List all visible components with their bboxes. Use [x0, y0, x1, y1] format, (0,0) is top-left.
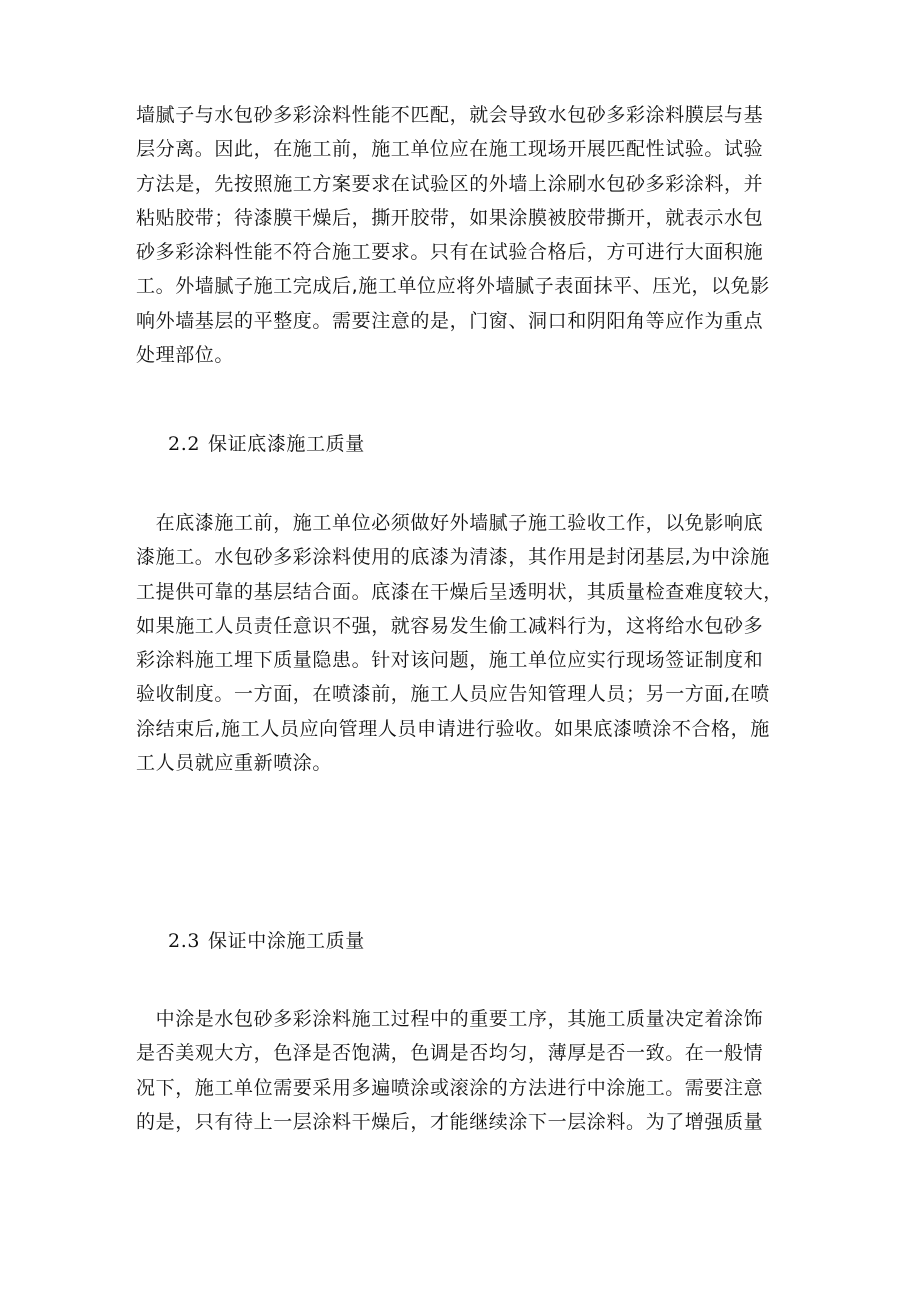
text-line: 工人员就应重新喷涂。: [136, 752, 333, 775]
section-title: 保证底漆施工质量: [208, 433, 365, 455]
text-line: 况下，施工单位需要采用多遍喷涂或滚涂的方法进行中涂施工。需要注意: [136, 1076, 764, 1099]
section-title: 保证中涂施工质量: [208, 930, 365, 952]
text-line: 工。外墙腻子施工完成后,施工单位应将外墙腻子表面抹平、压光，以免影: [136, 275, 770, 298]
text-line: 砂多彩涂料性能不符合施工要求。只有在试验合格后，方可进行大面积施: [136, 241, 764, 264]
section-heading-2-2: [168, 429, 365, 459]
text-line: 层分离。因此，在施工前，施工单位应在施工现场开展匹配性试验。试验: [136, 138, 764, 161]
text-line: 方法是，先按照施工方案要求在试验区的外墙上涂刷水包砂多彩涂料，并: [136, 172, 764, 195]
text-line: 工提供可靠的基层结合面。底漆在干燥后呈透明状，其质量检查难度较大，: [136, 580, 783, 603]
paragraph-midcoat: [136, 1002, 816, 1139]
text-line: 是否美观大方，色泽是否饱满，色调是否均匀，薄厚是否一致。在一般情: [136, 1042, 764, 1065]
text-line: 响外墙基层的平整度。需要注意的是，门窗、洞口和阴阳角等应作为重点: [136, 309, 764, 332]
text-line: 涂结束后,施工人员应向管理人员申请进行验收。如果底漆喷涂不合格，施: [136, 717, 770, 740]
text-line: 漆施工。水包砂多彩涂料使用的底漆为清漆，其作用是封闭基层,为中涂施: [136, 546, 770, 569]
text-line: 的是，只有待上一层涂料干燥后，才能继续涂下一层涂料。为了增强质量: [136, 1110, 764, 1133]
section-heading-2-3: [168, 926, 365, 956]
text-line: 彩涂料施工埋下质量隐患。针对该问题，施工单位应实行现场签证制度和: [136, 649, 764, 672]
text-line: 如果施工人员责任意识不强，就容易发生偷工减料行为，这将给水包砂多: [136, 614, 764, 637]
text-line: 验收制度。一方面，在喷漆前，施工人员应告知管理人员；另一方面,在喷: [136, 683, 770, 706]
paragraph-matching-test: [136, 98, 816, 372]
text-line: 粘贴胶带；待漆膜干燥后，撕开胶带，如果涂膜被胶带撕开，就表示水包: [136, 206, 764, 229]
section-number: 2.2: [168, 433, 201, 455]
text-line: 中涂是水包砂多彩涂料施工过程中的重要工序，其施工质量决定着涂饰: [136, 1008, 764, 1030]
text-line: 在底漆施工前，施工单位必须做好外墙腻子施工验收工作，以免影响底: [136, 512, 764, 534]
text-line: 墙腻子与水包砂多彩涂料性能不匹配，就会导致水包砂多彩涂料膜层与基: [136, 104, 764, 126]
section-number: 2.3: [168, 930, 201, 952]
paragraph-primer: [136, 506, 816, 780]
text-line: 处理部位。: [136, 344, 235, 367]
